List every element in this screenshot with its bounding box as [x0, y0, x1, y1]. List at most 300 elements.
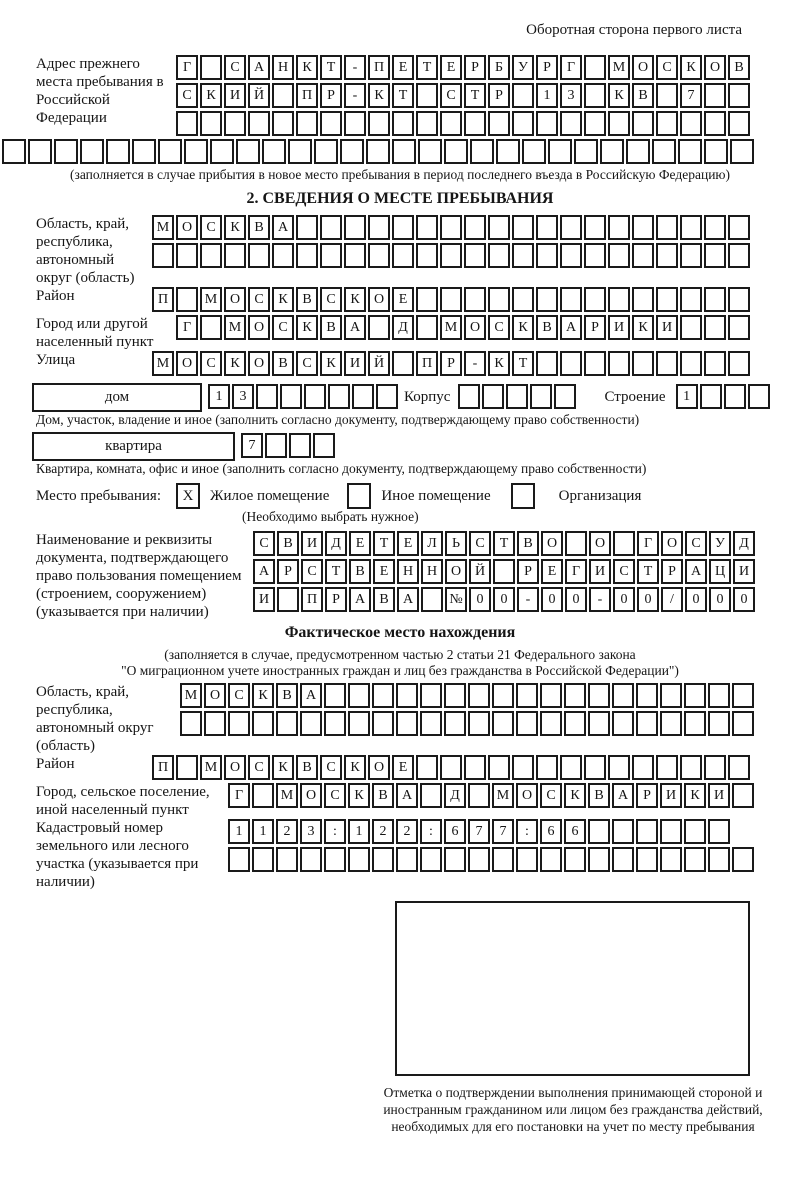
char-cell[interactable] [540, 847, 562, 872]
char-cell[interactable]: Г [637, 531, 659, 556]
char-cell[interactable] [548, 139, 572, 164]
char-cell[interactable]: 2 [372, 819, 394, 844]
char-cell[interactable] [444, 711, 466, 736]
char-cell[interactable]: С [540, 783, 562, 808]
char-cell[interactable]: В [276, 683, 298, 708]
char-cell[interactable] [540, 711, 562, 736]
char-cell[interactable]: О [248, 315, 270, 340]
char-cell[interactable] [228, 711, 250, 736]
char-cell[interactable]: Е [397, 531, 419, 556]
char-cell[interactable] [660, 683, 682, 708]
char-cell[interactable] [656, 83, 678, 108]
char-cell[interactable] [660, 847, 682, 872]
char-cell[interactable] [184, 139, 208, 164]
char-cell[interactable] [704, 243, 726, 268]
char-cell[interactable] [468, 783, 490, 808]
char-cell[interactable]: С [200, 215, 222, 240]
char-cell[interactable]: К [272, 755, 294, 780]
char-cell[interactable] [416, 215, 438, 240]
char-cell[interactable] [530, 384, 552, 409]
char-cell[interactable] [200, 111, 222, 136]
char-cell[interactable] [656, 215, 678, 240]
char-cell[interactable]: 6 [444, 819, 466, 844]
char-cell[interactable] [560, 243, 582, 268]
char-cell[interactable]: В [296, 287, 318, 312]
char-cell[interactable] [704, 111, 726, 136]
char-cell[interactable] [680, 215, 702, 240]
char-cell[interactable]: И [344, 351, 366, 376]
char-cell[interactable]: 0 [541, 587, 563, 612]
char-cell[interactable] [304, 384, 326, 409]
char-cell[interactable] [704, 83, 726, 108]
char-cell[interactable]: Т [493, 531, 515, 556]
char-cell[interactable] [728, 755, 750, 780]
char-cell[interactable]: Е [392, 755, 414, 780]
char-cell[interactable] [488, 287, 510, 312]
char-cell[interactable] [488, 111, 510, 136]
char-cell[interactable] [440, 215, 462, 240]
char-cell[interactable] [440, 243, 462, 268]
char-cell[interactable]: В [536, 315, 558, 340]
char-cell[interactable] [612, 847, 634, 872]
char-cell[interactable]: М [492, 783, 514, 808]
char-cell[interactable]: С [224, 55, 246, 80]
char-cell[interactable] [372, 683, 394, 708]
char-cell[interactable] [540, 683, 562, 708]
char-cell[interactable]: А [396, 783, 418, 808]
char-cell[interactable]: О [300, 783, 322, 808]
char-cell[interactable] [512, 287, 534, 312]
char-cell[interactable] [536, 755, 558, 780]
char-cell[interactable]: К [368, 83, 390, 108]
char-cell[interactable] [652, 139, 676, 164]
char-cell[interactable] [180, 711, 202, 736]
char-cell[interactable]: Г [176, 315, 198, 340]
char-cell[interactable]: Е [373, 559, 395, 584]
char-cell[interactable] [416, 243, 438, 268]
char-cell[interactable]: К [320, 351, 342, 376]
char-cell[interactable] [728, 83, 750, 108]
char-cell[interactable]: И [301, 531, 323, 556]
char-cell[interactable] [368, 315, 390, 340]
char-cell[interactable]: 7 [241, 433, 263, 458]
char-cell[interactable]: С [272, 315, 294, 340]
char-cell[interactable] [728, 351, 750, 376]
char-cell[interactable] [632, 287, 654, 312]
char-cell[interactable] [210, 139, 234, 164]
char-cell[interactable] [248, 111, 270, 136]
char-cell[interactable]: Г [176, 55, 198, 80]
char-cell[interactable] [708, 847, 730, 872]
char-cell[interactable]: А [685, 559, 707, 584]
char-cell[interactable]: О [368, 287, 390, 312]
char-cell[interactable] [204, 711, 226, 736]
char-cell[interactable] [612, 683, 634, 708]
char-cell[interactable] [626, 139, 650, 164]
char-cell[interactable] [565, 531, 587, 556]
char-cell[interactable]: О [248, 351, 270, 376]
char-cell[interactable] [512, 111, 534, 136]
char-cell[interactable]: М [224, 315, 246, 340]
char-cell[interactable] [272, 111, 294, 136]
char-cell[interactable] [344, 215, 366, 240]
char-cell[interactable] [176, 287, 198, 312]
char-cell[interactable]: Т [392, 83, 414, 108]
char-cell[interactable] [224, 111, 246, 136]
char-cell[interactable]: 7 [468, 819, 490, 844]
char-cell[interactable] [584, 215, 606, 240]
char-cell[interactable] [516, 683, 538, 708]
char-cell[interactable] [584, 755, 606, 780]
char-cell[interactable] [152, 243, 174, 268]
char-cell[interactable]: Д [444, 783, 466, 808]
char-cell[interactable]: С [248, 755, 270, 780]
char-cell[interactable] [660, 819, 682, 844]
char-cell[interactable] [224, 243, 246, 268]
char-cell[interactable] [470, 139, 494, 164]
char-cell[interactable]: О [176, 351, 198, 376]
char-cell[interactable] [584, 243, 606, 268]
char-cell[interactable] [320, 111, 342, 136]
char-cell[interactable] [704, 755, 726, 780]
char-cell[interactable]: И [224, 83, 246, 108]
char-cell[interactable]: 2 [276, 819, 298, 844]
char-cell[interactable] [300, 847, 322, 872]
char-cell[interactable]: А [300, 683, 322, 708]
char-cell[interactable] [348, 847, 370, 872]
char-cell[interactable] [632, 243, 654, 268]
char-cell[interactable] [680, 287, 702, 312]
char-cell[interactable] [440, 755, 462, 780]
char-cell[interactable]: 0 [565, 587, 587, 612]
char-cell[interactable]: Н [272, 55, 294, 80]
char-cell[interactable] [421, 587, 443, 612]
char-cell[interactable] [536, 111, 558, 136]
char-cell[interactable] [684, 711, 706, 736]
char-cell[interactable] [564, 847, 586, 872]
char-cell[interactable]: - [589, 587, 611, 612]
char-cell[interactable] [396, 847, 418, 872]
char-cell[interactable] [200, 315, 222, 340]
char-cell[interactable] [493, 559, 515, 584]
char-cell[interactable] [256, 384, 278, 409]
char-cell[interactable]: Ц [709, 559, 731, 584]
char-cell[interactable]: / [661, 587, 683, 612]
char-cell[interactable]: С [613, 559, 635, 584]
char-cell[interactable]: В [349, 559, 371, 584]
char-cell[interactable] [366, 139, 390, 164]
char-cell[interactable]: 7 [492, 819, 514, 844]
char-cell[interactable]: О [661, 531, 683, 556]
char-cell[interactable]: С [176, 83, 198, 108]
char-cell[interactable]: Е [440, 55, 462, 80]
char-cell[interactable]: У [709, 531, 731, 556]
char-cell[interactable]: 0 [637, 587, 659, 612]
char-cell[interactable]: Р [440, 351, 462, 376]
char-cell[interactable] [516, 847, 538, 872]
char-cell[interactable]: В [272, 351, 294, 376]
char-cell[interactable]: Р [661, 559, 683, 584]
char-cell[interactable] [708, 711, 730, 736]
char-cell[interactable]: Д [392, 315, 414, 340]
char-cell[interactable] [396, 711, 418, 736]
char-cell[interactable] [488, 243, 510, 268]
char-cell[interactable] [506, 384, 528, 409]
char-cell[interactable]: С [320, 755, 342, 780]
char-cell[interactable]: К [224, 351, 246, 376]
char-cell[interactable]: М [152, 351, 174, 376]
char-cell[interactable] [228, 847, 250, 872]
char-cell[interactable] [372, 711, 394, 736]
char-cell[interactable] [600, 139, 624, 164]
checkbox-organization[interactable] [511, 483, 535, 509]
char-cell[interactable] [536, 351, 558, 376]
char-cell[interactable]: П [368, 55, 390, 80]
char-cell[interactable]: 7 [680, 83, 702, 108]
char-cell[interactable] [516, 711, 538, 736]
char-cell[interactable] [560, 755, 582, 780]
char-cell[interactable]: : [516, 819, 538, 844]
char-cell[interactable]: С [324, 783, 346, 808]
char-cell[interactable]: О [204, 683, 226, 708]
checkbox-other-premises[interactable] [347, 483, 371, 509]
char-cell[interactable]: Д [733, 531, 755, 556]
char-cell[interactable]: В [277, 531, 299, 556]
char-cell[interactable]: В [372, 783, 394, 808]
checkbox-residential[interactable]: X [176, 483, 200, 509]
char-cell[interactable] [176, 243, 198, 268]
char-cell[interactable]: 1 [252, 819, 274, 844]
char-cell[interactable] [464, 287, 486, 312]
char-cell[interactable]: О [464, 315, 486, 340]
char-cell[interactable]: Е [541, 559, 563, 584]
char-cell[interactable]: К [488, 351, 510, 376]
char-cell[interactable]: И [656, 315, 678, 340]
char-cell[interactable]: - [344, 55, 366, 80]
char-cell[interactable]: Т [325, 559, 347, 584]
char-cell[interactable]: В [588, 783, 610, 808]
char-cell[interactable]: Г [560, 55, 582, 80]
char-cell[interactable] [492, 847, 514, 872]
char-cell[interactable] [512, 83, 534, 108]
char-cell[interactable] [512, 755, 534, 780]
char-cell[interactable] [608, 215, 630, 240]
char-cell[interactable]: Р [584, 315, 606, 340]
char-cell[interactable]: Й [368, 351, 390, 376]
char-cell[interactable] [265, 433, 287, 458]
char-cell[interactable] [680, 351, 702, 376]
char-cell[interactable] [632, 111, 654, 136]
char-cell[interactable]: А [397, 587, 419, 612]
char-cell[interactable]: П [416, 351, 438, 376]
char-cell[interactable] [732, 711, 754, 736]
char-cell[interactable]: О [176, 215, 198, 240]
char-cell[interactable]: А [253, 559, 275, 584]
char-cell[interactable] [724, 384, 746, 409]
char-cell[interactable] [420, 711, 442, 736]
char-cell[interactable] [536, 287, 558, 312]
char-cell[interactable]: № [445, 587, 467, 612]
char-cell[interactable] [632, 215, 654, 240]
char-cell[interactable] [272, 83, 294, 108]
char-cell[interactable]: Р [636, 783, 658, 808]
char-cell[interactable]: А [248, 55, 270, 80]
char-cell[interactable] [708, 819, 730, 844]
char-cell[interactable] [680, 315, 702, 340]
char-cell[interactable]: 1 [676, 384, 698, 409]
char-cell[interactable]: С [296, 351, 318, 376]
char-cell[interactable]: М [152, 215, 174, 240]
char-cell[interactable] [608, 111, 630, 136]
char-cell[interactable] [392, 243, 414, 268]
char-cell[interactable]: К [608, 83, 630, 108]
char-cell[interactable]: К [224, 215, 246, 240]
char-cell[interactable]: У [512, 55, 534, 80]
char-cell[interactable]: О [704, 55, 726, 80]
char-cell[interactable]: : [420, 819, 442, 844]
char-cell[interactable]: Е [392, 287, 414, 312]
char-cell[interactable]: К [348, 783, 370, 808]
char-cell[interactable] [613, 531, 635, 556]
char-cell[interactable] [348, 711, 370, 736]
char-cell[interactable] [416, 315, 438, 340]
char-cell[interactable] [288, 139, 312, 164]
char-cell[interactable]: В [248, 215, 270, 240]
char-cell[interactable]: К [564, 783, 586, 808]
char-cell[interactable]: М [200, 287, 222, 312]
char-cell[interactable]: И [708, 783, 730, 808]
char-cell[interactable]: Л [421, 531, 443, 556]
char-cell[interactable] [488, 755, 510, 780]
char-cell[interactable]: К [632, 315, 654, 340]
char-cell[interactable] [588, 819, 610, 844]
char-cell[interactable]: Т [416, 55, 438, 80]
char-cell[interactable] [418, 139, 442, 164]
char-cell[interactable] [492, 711, 514, 736]
char-cell[interactable] [396, 683, 418, 708]
char-cell[interactable] [656, 243, 678, 268]
char-cell[interactable] [352, 384, 374, 409]
char-cell[interactable] [564, 683, 586, 708]
char-cell[interactable] [28, 139, 52, 164]
char-cell[interactable]: В [517, 531, 539, 556]
char-cell[interactable] [680, 111, 702, 136]
char-cell[interactable] [324, 683, 346, 708]
char-cell[interactable] [632, 351, 654, 376]
char-cell[interactable] [636, 683, 658, 708]
char-cell[interactable] [584, 351, 606, 376]
char-cell[interactable]: В [632, 83, 654, 108]
char-cell[interactable] [314, 139, 338, 164]
char-cell[interactable] [656, 755, 678, 780]
char-cell[interactable]: Ь [445, 531, 467, 556]
char-cell[interactable] [574, 139, 598, 164]
char-cell[interactable]: К [200, 83, 222, 108]
char-cell[interactable] [200, 55, 222, 80]
char-cell[interactable]: 1 [228, 819, 250, 844]
char-cell[interactable]: 6 [540, 819, 562, 844]
char-cell[interactable] [444, 847, 466, 872]
char-cell[interactable] [560, 287, 582, 312]
char-cell[interactable]: М [608, 55, 630, 80]
char-cell[interactable]: А [272, 215, 294, 240]
char-cell[interactable]: С [685, 531, 707, 556]
char-cell[interactable] [680, 755, 702, 780]
char-cell[interactable] [340, 139, 364, 164]
char-cell[interactable] [656, 111, 678, 136]
char-cell[interactable]: Б [488, 55, 510, 80]
char-cell[interactable] [728, 315, 750, 340]
char-cell[interactable]: Р [517, 559, 539, 584]
char-cell[interactable]: Р [464, 55, 486, 80]
char-cell[interactable]: А [349, 587, 371, 612]
char-cell[interactable] [730, 139, 754, 164]
char-cell[interactable] [392, 139, 416, 164]
char-cell[interactable] [236, 139, 260, 164]
char-cell[interactable] [464, 215, 486, 240]
char-cell[interactable]: Т [320, 55, 342, 80]
char-cell[interactable] [728, 287, 750, 312]
char-cell[interactable] [564, 711, 586, 736]
char-cell[interactable] [496, 139, 520, 164]
char-cell[interactable] [368, 215, 390, 240]
char-cell[interactable]: 6 [564, 819, 586, 844]
char-cell[interactable] [728, 111, 750, 136]
char-cell[interactable] [372, 847, 394, 872]
char-cell[interactable] [368, 111, 390, 136]
char-cell[interactable]: О [224, 755, 246, 780]
char-cell[interactable] [276, 847, 298, 872]
char-cell[interactable] [296, 215, 318, 240]
char-cell[interactable]: А [612, 783, 634, 808]
char-cell[interactable] [560, 111, 582, 136]
char-cell[interactable]: : [324, 819, 346, 844]
char-cell[interactable] [252, 711, 274, 736]
char-cell[interactable] [584, 83, 606, 108]
char-cell[interactable]: Й [248, 83, 270, 108]
char-cell[interactable] [328, 384, 350, 409]
char-cell[interactable]: Г [565, 559, 587, 584]
char-cell[interactable] [732, 847, 754, 872]
char-cell[interactable]: Р [536, 55, 558, 80]
char-cell[interactable]: К [296, 315, 318, 340]
char-cell[interactable] [584, 55, 606, 80]
char-cell[interactable]: С [253, 531, 275, 556]
char-cell[interactable] [588, 847, 610, 872]
char-cell[interactable]: Е [392, 55, 414, 80]
char-cell[interactable] [632, 755, 654, 780]
char-cell[interactable] [728, 215, 750, 240]
char-cell[interactable] [608, 243, 630, 268]
char-cell[interactable] [300, 711, 322, 736]
char-cell[interactable]: А [560, 315, 582, 340]
char-cell[interactable] [608, 287, 630, 312]
char-cell[interactable] [464, 243, 486, 268]
char-cell[interactable]: И [608, 315, 630, 340]
char-cell[interactable]: 1 [208, 384, 230, 409]
char-cell[interactable] [280, 384, 302, 409]
char-cell[interactable] [344, 111, 366, 136]
char-cell[interactable]: И [253, 587, 275, 612]
char-cell[interactable] [248, 243, 270, 268]
char-cell[interactable] [2, 139, 26, 164]
char-cell[interactable]: С [469, 531, 491, 556]
char-cell[interactable] [176, 111, 198, 136]
char-cell[interactable] [296, 111, 318, 136]
char-cell[interactable] [512, 215, 534, 240]
char-cell[interactable] [560, 215, 582, 240]
char-cell[interactable] [289, 433, 311, 458]
